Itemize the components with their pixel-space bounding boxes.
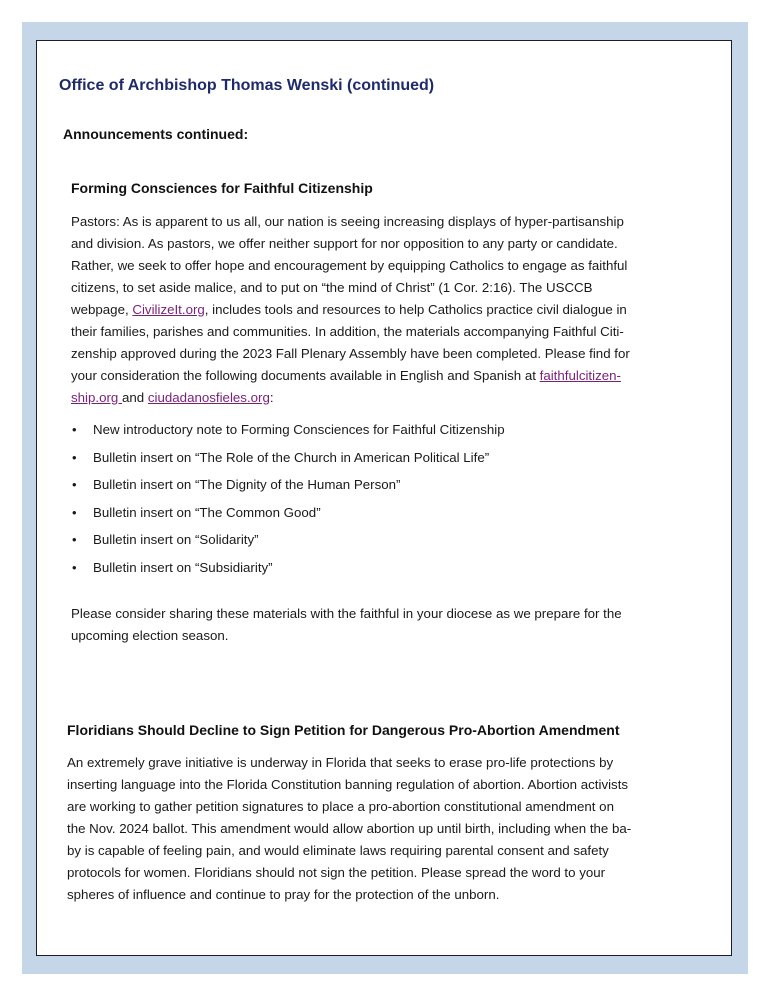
paragraph-line: upcoming election season. — [71, 627, 229, 643]
list-item-text: Bulletin insert on “Solidarity” — [93, 532, 259, 547]
section-pro-abortion-amendment — [67, 722, 707, 906]
announcements-heading: Announcements continued: — [63, 126, 249, 142]
list-item-text: Bulletin insert on “The Common Good” — [93, 504, 321, 520]
paragraph-line: An extremely grave initiative is underway in Florida that seeks to erase pro-life protections by — [67, 755, 614, 770]
text-fragment: your consideration the following documents available in English and Spanish at — [71, 368, 540, 383]
document-page — [36, 40, 732, 956]
list-item — [71, 476, 701, 494]
paragraph-line: Rather, we seek to offer hope and encouragement by equipping Catholics to engage as faithful — [71, 258, 628, 273]
list-item-text: Bulletin insert on “The Dignity of the Human Person” — [93, 477, 401, 492]
bullet-icon: • — [72, 559, 77, 575]
paragraph-line — [71, 365, 701, 387]
office-title: Office of Archbishop Thomas Wenski (continued) — [59, 77, 435, 94]
section-paragraph — [67, 752, 707, 906]
text-fragment: webpage, — [71, 302, 133, 317]
text-fragment: : — [269, 390, 274, 405]
paragraph-line: are working to gather petition signatures to place a pro-abortion constitutional amendment on — [67, 799, 614, 814]
list-item — [71, 504, 701, 522]
paragraph-line — [71, 387, 701, 409]
list-item — [71, 449, 701, 467]
section-heading: Forming Consciences for Faithful Citizenship — [71, 180, 373, 196]
bullet-icon: • — [72, 422, 77, 437]
paragraph-line: by is capable of feeling pain, and would eliminate laws requiring parental consent and safety — [67, 843, 609, 858]
section-paragraph — [71, 211, 701, 409]
paragraph-line: their families, parishes and communities. In addition, the materials accompanying Faithful Citi- — [71, 324, 624, 339]
text-fragment: and — [122, 390, 148, 405]
documents-list — [71, 421, 701, 577]
paragraph-line: Pastors: As is apparent to us all, our nation is seeing increasing displays of hyper-partisanship — [71, 214, 624, 229]
paragraph-line: spheres of influence and continue to pray for the protection of the unborn. — [67, 887, 500, 902]
faithfulcitizenship-link-cont[interactable]: ship.org — [71, 390, 122, 405]
section-faithful-citizenship — [71, 180, 701, 647]
ciudadanosfieles-link[interactable]: ciudadanosfieles.org — [147, 390, 270, 405]
paragraph-line: citizens, to set aside malice, and to put on “the mind of Christ” (1 Cor. 2:16). The USCCB — [71, 280, 593, 295]
text-fragment: , includes tools and resources to help Catholics practice civil dialogue in — [204, 302, 627, 317]
bullet-icon: • — [72, 449, 77, 465]
list-item-text: Bulletin insert on “Subsidiarity” — [93, 559, 273, 575]
list-item — [71, 421, 701, 439]
paragraph-line: zenship approved during the 2023 Fall Plenary Assembly have been completed. Please find for — [71, 346, 630, 361]
section-heading: Floridians Should Decline to Sign Petition for Dangerous Pro-Abortion Amendment — [67, 722, 620, 738]
closing-paragraph — [71, 603, 701, 647]
bullet-icon: • — [72, 504, 77, 520]
paragraph-line: the Nov. 2024 ballot. This amendment would allow abortion up until birth, including when the ba- — [67, 821, 632, 836]
list-item-text: New introductory note to Forming Consciences for Faithful Citizenship — [93, 422, 505, 437]
paragraph-line: Please consider sharing these materials with the faithful in your diocese as we prepare for the — [71, 605, 622, 621]
bullet-icon: • — [72, 477, 77, 492]
paragraph-line: and division. As pastors, we offer neither support for nor opposition to any party or candidate. — [71, 236, 618, 251]
bullet-icon: • — [72, 532, 77, 547]
list-item-text: Bulletin insert on “The Role of the Church in American Political Life” — [93, 449, 490, 465]
list-item — [71, 559, 701, 577]
paragraph-line — [71, 299, 701, 321]
paragraph-line: protocols for women. Floridians should not sign the petition. Please spread the word to your — [67, 865, 606, 880]
paragraph-line: inserting language into the Florida Constitution banning regulation of abortion. Abortion activists — [67, 777, 629, 792]
civilizeit-link[interactable]: CivilizeIt.org — [132, 302, 205, 317]
list-item — [71, 531, 701, 549]
faithfulcitizenship-link[interactable]: faithfulcitizen- — [539, 368, 621, 383]
